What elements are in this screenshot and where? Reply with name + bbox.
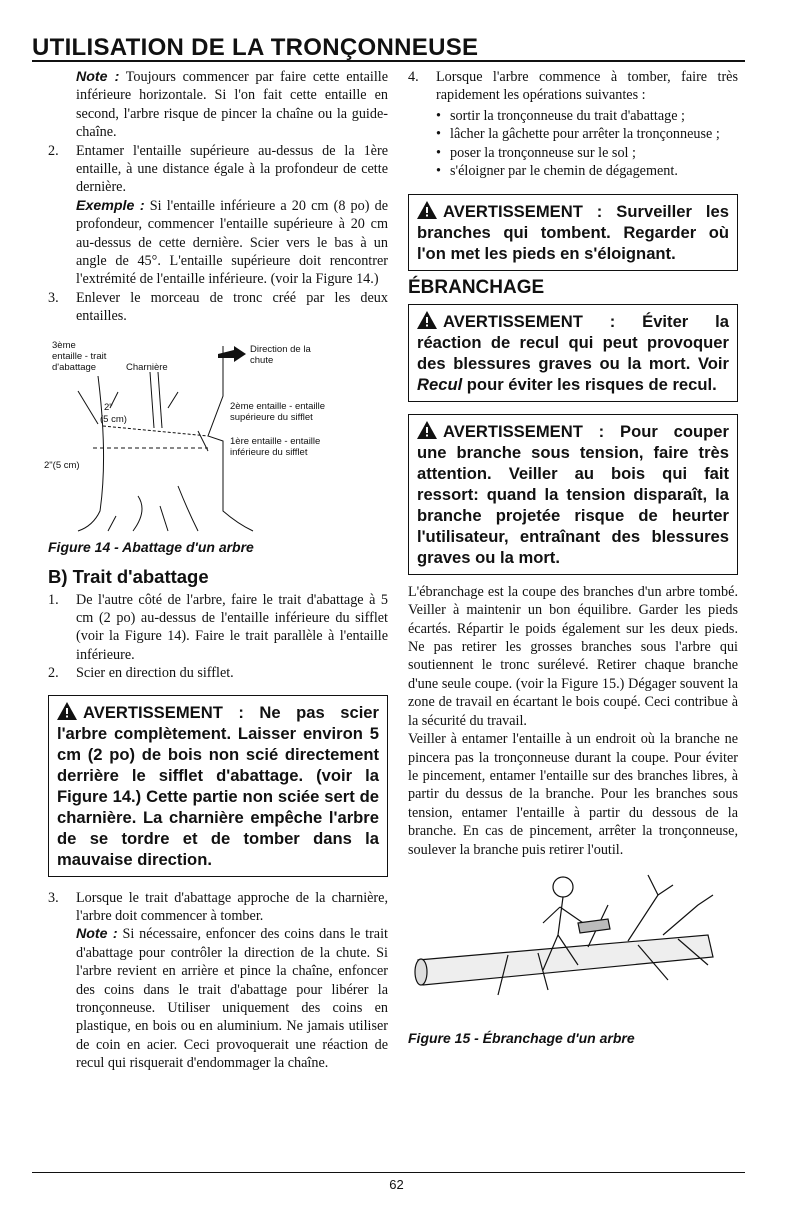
- note-text: Toujours commencer par faire cette entaille inférieure horizontale. Si l'on fait cette entaille en second, l'arbre risque de pincer la chaîne ou la guide-chaîne.: [76, 69, 389, 141]
- step-text: Lorsque le trait d'abattage approche de la charnière, l'arbre doit commencer à tomber.: [76, 889, 388, 924]
- footer-rule: [32, 1172, 745, 1173]
- step-text: Scier en direction du sifflet.: [76, 665, 234, 682]
- figure-label: chute: [250, 354, 274, 366]
- step-number: 3.: [48, 889, 59, 906]
- step-number: 2.: [48, 142, 59, 159]
- example-paragraph: [48, 197, 388, 289]
- section-heading: ÉBRANCHAGE: [408, 277, 545, 299]
- note-paragraph: [48, 68, 388, 142]
- warning-text: pour éviter les risques de recul.: [462, 374, 717, 394]
- list-item: • s'éloigner par le chemin de dégagement.: [436, 162, 738, 180]
- warning-link-text: Recul: [417, 374, 463, 394]
- figure-14-caption: Figure 14 - Abattage d'un arbre: [48, 538, 254, 555]
- warning-box: [48, 695, 388, 877]
- warning-box: [408, 194, 738, 271]
- figure-label: 1ère entaille - entaille: [230, 435, 321, 447]
- note-label: Note :: [76, 926, 118, 943]
- step-b1: [48, 591, 388, 665]
- right-column: [408, 68, 738, 1047]
- figure-label: 3ème: [52, 339, 76, 351]
- figure-15-caption: Figure 15 - Ébranchage d'un arbre: [408, 1029, 635, 1046]
- warning-icon: [417, 421, 437, 439]
- step-2: [48, 142, 388, 197]
- warning-icon: [57, 702, 77, 720]
- figure-label: entaille - trait: [52, 350, 107, 362]
- step-number: 2.: [48, 665, 59, 682]
- step-3: [48, 289, 388, 326]
- page-title: UTILISATION DE LA TRONÇONNEUSE: [32, 34, 479, 61]
- body-paragraph: Veiller à entamer l'entaille à un endroit où la branche ne pincera pas la tronçonneuse durant la coupe. Pour éviter le pincement, entamer l'entaille sur des branches libres, à partir du dessus de la branche. Pour les branches sous tension, entamer l'entaille à partir du dessous de la branche. En cas de pincement, arrêter la tronçonneuse, soulever la branche puis retirer l'outil.: [408, 731, 738, 858]
- step-text: Enlever le morceau de tronc créé par les deux entailles.: [76, 289, 388, 325]
- header-rule: [32, 60, 745, 62]
- example-label: Exemple :: [76, 197, 145, 214]
- figure-label: 2ème entaille - entaille: [230, 400, 326, 412]
- list-item: • lâcher la gâchette pour arrêter la tronçonneuse ;: [436, 125, 738, 143]
- figure-label: supérieure du sifflet: [230, 411, 313, 423]
- action-list: [436, 107, 738, 181]
- warning-text: AVERTISSEMENT : Ne pas scier l'arbre complètement. Laisser environ 5 cm (2 po) de bois non scié directement derrière le sifflet d'abattage. (voir la Figure 14.) Cette partie non sciée sert de charnière. La charnière empêche l'arbre de se tordre et de tomber dans la mauvaise direction.: [57, 702, 379, 869]
- step-b2: [48, 664, 388, 682]
- list-item: • poser la tronçonneuse sur le sol ;: [436, 144, 738, 162]
- figure-label: Direction de la: [250, 343, 311, 355]
- step-number: 3.: [48, 289, 59, 306]
- figure-label: 2": [104, 401, 113, 413]
- step-text: Entamer l'entaille supérieure au-dessus de la 1ère entaille, à une distance égale à la profondeur de cette dernière.: [76, 142, 388, 196]
- warning-text: AVERTISSEMENT : Surveiller les branches qui tombent. Regarder où l'on met les pieds en s'éloignant.: [417, 202, 729, 264]
- left-column: [44, 68, 389, 1073]
- warning-box: [408, 304, 738, 402]
- list-item: • sortir la tronçonneuse du trait d'abattage ;: [436, 107, 738, 125]
- note-paragraph: [48, 925, 388, 1072]
- figure-label: 2"(5 cm): [44, 459, 80, 471]
- step-number: 4.: [408, 69, 419, 85]
- warning-text: AVERTISSEMENT : Éviter la réaction de recul qui peut provoquer des blessures graves ou la mort. Voir: [417, 311, 729, 373]
- step-number: 1.: [48, 591, 59, 608]
- direction-arrow-icon: [218, 346, 246, 362]
- figure-label: Charnière: [126, 361, 168, 373]
- example-text: Si l'entaille inférieure a 20 cm (8 po) de profondeur, commencer l'entaille supérieure à 20 cm au-dessus de cette dernière. Scier vers le bas à un angle de 45°. L'entaille supérieure doit rencontrer l'extrémité de l'entaille inférieure. (voir la Figure 14.): [76, 197, 388, 288]
- page-number: 62: [389, 1177, 404, 1192]
- warning-text: AVERTISSEMENT : Pour couper une branche sous tension, faire très attention. Veiller au bois qui fait ressort: quand la tension disparaît, la branche projetée risque de heurter l'utilisateur, entraînant des blessures graves ou la mort.: [417, 421, 729, 567]
- note-label: Note :: [76, 69, 120, 85]
- step-text: De l'autre côté de l'arbre, faire le trait d'abattage à 5 cm (2 po) au-dessus de l'entaille inférieure du sifflet (voir la Figure 14). Faire le trait parallèle à l'entaille inférieure.: [76, 591, 388, 663]
- figure-15-limbing-illustration: [408, 865, 728, 1025]
- step-4: [408, 68, 738, 105]
- section-heading: B) Trait d'abattage: [48, 566, 209, 588]
- figure-label: inférieure du sifflet: [230, 446, 308, 458]
- step-text: Lorsque l'arbre commence à tomber, faire très rapidement les opérations suivantes :: [436, 69, 738, 104]
- warning-icon: [417, 311, 437, 329]
- step-b3: [48, 889, 388, 926]
- note-text: Si nécessaire, enfoncer des coins dans le trait d'abattage pour contrôler la direction de la chute. Si l'arbre revient en arrière et pince la chaîne, enfoncer des coins dans le trait d'abattage pour libérer la tronçonneuse. Utiliser uniquement des coins en plastique, en bois ou en aluminium. Ne jamais utiliser de coin en acier. Ceci provoquerait une réaction de recul qui risquerait d'endommager la chaîne.: [76, 926, 388, 1072]
- tree-trunk-drawing: [78, 346, 253, 531]
- figure-label: (5 cm): [100, 413, 127, 425]
- body-paragraph: L'ébranchage est la coupe des branches d'un arbre tombé. Veiller à maintenir un bon équilibre. Garder les pieds écartés. Répartir le poids également sur les deux pieds. Ne pas retirer les grosses branches sous l'arbre qui soutiennent le tronc surélevé. Retirer chaque branche d'une seule coupe. (voir la Figure 15.) Dégager souvent la zone de travail en écartant le bois coupé. Ceci contribue à la sécurité du travail.: [408, 583, 738, 729]
- warning-icon: [417, 201, 437, 219]
- figure-label: d'abattage: [52, 361, 97, 373]
- figure-14-felling-diagram: [38, 336, 338, 536]
- warning-box: [408, 414, 738, 575]
